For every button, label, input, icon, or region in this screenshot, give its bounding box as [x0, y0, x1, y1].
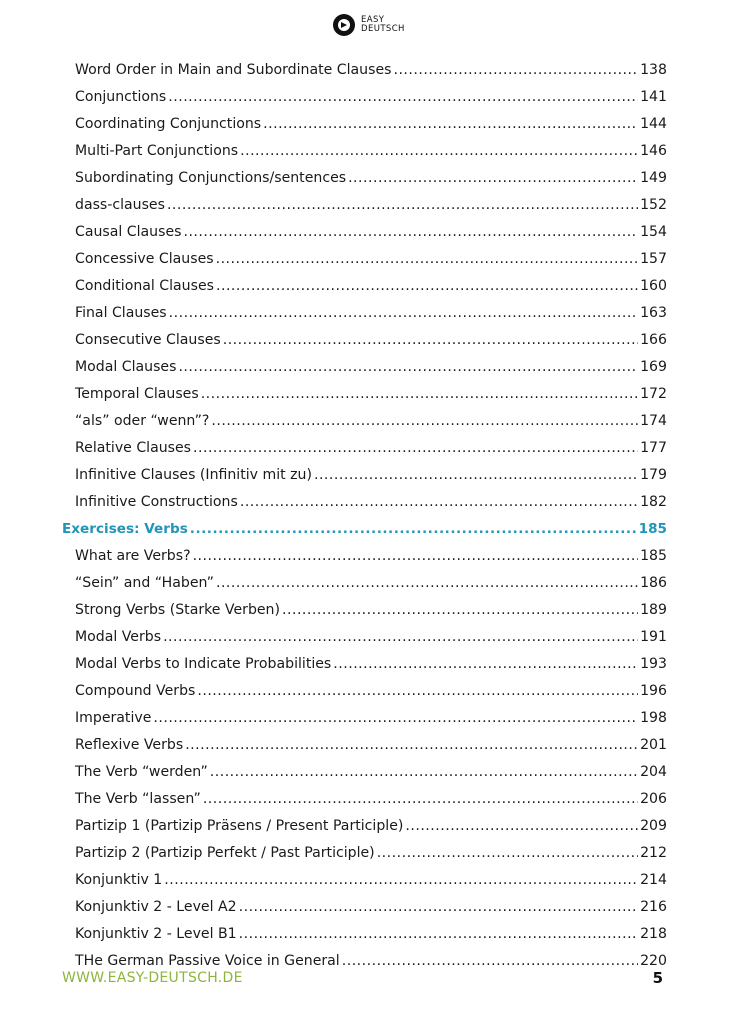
toc-entry-title: “als” oder “wenn”?	[75, 413, 210, 429]
toc-entry[interactable]	[62, 57, 667, 84]
dot-leader	[193, 543, 639, 570]
toc-entry-page: 218	[640, 926, 667, 942]
toc-entry[interactable]	[62, 462, 667, 489]
toc-entry-title: The Verb “lassen”	[75, 791, 201, 807]
toc-entry[interactable]	[62, 273, 667, 300]
toc-entry-title: Strong Verbs (Starke Verben)	[75, 602, 280, 618]
toc-entry-page: 163	[640, 305, 667, 321]
toc-entry-title: Konjunktiv 2 - Level A2	[75, 899, 237, 915]
toc-entry-title: Conditional Clauses	[75, 278, 214, 294]
toc-entry-page: 169	[640, 359, 667, 375]
toc-entry[interactable]	[62, 489, 667, 516]
toc-entry-title: Word Order in Main and Subordinate Clauses	[75, 62, 392, 78]
toc-entry-page: 185	[640, 548, 667, 564]
toc-entry[interactable]	[62, 678, 667, 705]
toc-entry[interactable]	[62, 705, 667, 732]
toc-entry[interactable]	[62, 219, 667, 246]
toc-entry[interactable]	[62, 435, 667, 462]
toc-entry-title: Konjunktiv 1	[75, 872, 163, 888]
toc-entry[interactable]	[62, 408, 667, 435]
dot-leader	[223, 327, 638, 354]
dot-leader	[153, 705, 638, 732]
toc-entry-title: Modal Verbs to Indicate Probabilities	[75, 656, 332, 672]
dot-leader	[216, 273, 638, 300]
easy-deutsch-logo	[333, 14, 405, 36]
toc-entry[interactable]	[62, 543, 667, 570]
toc-entry-page: 149	[640, 170, 667, 186]
toc-entry[interactable]	[62, 759, 667, 786]
toc-entry[interactable]	[62, 597, 667, 624]
toc-entry-title: Modal Clauses	[75, 359, 177, 375]
toc-entry-title: Temporal Clauses	[75, 386, 199, 402]
toc-entry-title: Modal Verbs	[75, 629, 162, 645]
toc-entry-page: 214	[640, 872, 667, 888]
dot-leader	[163, 624, 638, 651]
dot-leader	[164, 867, 638, 894]
toc-entry[interactable]	[62, 840, 667, 867]
dot-leader	[167, 192, 638, 219]
toc-entry-page: 144	[640, 116, 667, 132]
toc-entry-page: 177	[640, 440, 667, 456]
toc-entry-page: 138	[640, 62, 667, 78]
dot-leader	[239, 921, 638, 948]
toc-entry[interactable]	[62, 354, 667, 381]
toc-entry-page: 182	[640, 494, 667, 510]
toc-entry-page: 160	[640, 278, 667, 294]
toc-entry[interactable]	[62, 111, 667, 138]
dot-leader	[216, 570, 638, 597]
dot-leader	[263, 111, 638, 138]
footer-website-link[interactable]: WWW.EASY-DEUTSCH.DE	[62, 970, 243, 986]
logo-line-2: DEUTSCH	[361, 24, 405, 34]
toc-entry-title: Subordinating Conjunctions/sentences	[75, 170, 347, 186]
toc-entry-title: Compound Verbs	[75, 683, 196, 699]
dot-leader	[201, 381, 638, 408]
toc-entry-page: 206	[640, 791, 667, 807]
toc-entry[interactable]	[62, 570, 667, 597]
dot-leader	[314, 462, 638, 489]
toc-entry-page: 216	[640, 899, 667, 915]
toc-entry-page: 179	[640, 467, 667, 483]
toc-entry-page: 186	[640, 575, 667, 591]
toc-entry[interactable]	[62, 921, 667, 948]
dot-leader	[169, 300, 638, 327]
logo-text	[361, 16, 405, 34]
table-of-contents	[62, 57, 667, 975]
toc-entry-page: 191	[640, 629, 667, 645]
toc-entry[interactable]	[62, 327, 667, 354]
toc-entry-page: 141	[640, 89, 667, 105]
toc-entry[interactable]	[62, 246, 667, 273]
toc-entry[interactable]	[62, 165, 667, 192]
logo-line-1: EASY	[361, 15, 385, 25]
dot-leader	[377, 840, 638, 867]
toc-entry-title: dass-clauses	[75, 197, 165, 213]
toc-entry-page: 166	[640, 332, 667, 348]
toc-entry-title: Exercises: Verbs	[62, 521, 188, 537]
dot-leader	[210, 759, 638, 786]
toc-entry-title: Concessive Clauses	[75, 251, 214, 267]
toc-entry-title: “Sein” and “Haben”	[75, 575, 214, 591]
toc-entry-title: Partizip 1 (Partizip Präsens / Present Participle)	[75, 818, 404, 834]
dot-leader	[342, 948, 638, 975]
toc-entry-title: Final Clauses	[75, 305, 167, 321]
toc-entry-page: 198	[640, 710, 667, 726]
toc-entry-page: 157	[640, 251, 667, 267]
toc-entry-page: 212	[640, 845, 667, 861]
toc-entry-page: 146	[640, 143, 667, 159]
dot-leader	[282, 597, 638, 624]
toc-entry-title: Imperative	[75, 710, 152, 726]
dot-leader	[168, 84, 638, 111]
toc-entry[interactable]	[62, 381, 667, 408]
toc-entry-title: Partizip 2 (Partizip Perfekt / Past Participle)	[75, 845, 375, 861]
dot-leader	[203, 786, 638, 813]
toc-entry[interactable]	[62, 732, 667, 759]
toc-entry-page: 193	[640, 656, 667, 672]
toc-entry[interactable]	[62, 813, 667, 840]
toc-entry[interactable]	[62, 651, 667, 678]
dot-leader	[216, 246, 639, 273]
dot-leader	[183, 219, 638, 246]
toc-entry-title: Coordinating Conjunctions	[75, 116, 262, 132]
toc-entry-page: 204	[640, 764, 667, 780]
dot-leader	[193, 435, 638, 462]
dot-leader	[405, 813, 638, 840]
toc-entry-page: 189	[640, 602, 667, 618]
toc-entry-title: Conjunctions	[75, 89, 167, 105]
toc-entry-title: Consecutive Clauses	[75, 332, 221, 348]
toc-entry-title: The Verb “werden”	[75, 764, 208, 780]
dot-leader	[185, 732, 638, 759]
page-number: 5	[652, 969, 663, 987]
toc-entry-page: 201	[640, 737, 667, 753]
toc-entry-title: Infinitive Constructions	[75, 494, 238, 510]
toc-entry-page: 220	[640, 953, 667, 969]
toc-entry-page: 185	[638, 521, 667, 537]
toc-entry[interactable]	[62, 192, 667, 219]
toc-entry-title: What are Verbs?	[75, 548, 191, 564]
dot-leader	[190, 516, 637, 543]
toc-entry[interactable]	[62, 867, 667, 894]
toc-entry-page: 152	[640, 197, 667, 213]
toc-entry-title: THe German Passive Voice in General	[75, 953, 340, 969]
toc-entry[interactable]	[62, 300, 667, 327]
toc-entry-page: 154	[640, 224, 667, 240]
toc-entry-title: Relative Clauses	[75, 440, 191, 456]
dot-leader	[240, 489, 638, 516]
toc-entry-title: Konjunktiv 2 - Level B1	[75, 926, 237, 942]
dot-leader	[178, 354, 638, 381]
dot-leader	[333, 651, 638, 678]
toc-entry[interactable]	[62, 786, 667, 813]
toc-entry[interactable]	[62, 624, 667, 651]
toc-entry-title: Infinitive Clauses (Infinitiv mit zu)	[75, 467, 312, 483]
toc-entry[interactable]	[62, 138, 667, 165]
dot-leader	[348, 165, 638, 192]
dot-leader	[240, 138, 638, 165]
play-logo-icon	[333, 14, 355, 36]
toc-entry[interactable]	[62, 894, 667, 921]
dot-leader	[393, 57, 638, 84]
toc-entry-page: 172	[640, 386, 667, 402]
toc-entry-title: Causal Clauses	[75, 224, 182, 240]
dot-leader	[211, 408, 638, 435]
toc-entry-title: Multi-Part Conjunctions	[75, 143, 239, 159]
dot-leader	[239, 894, 638, 921]
toc-entry-page: 174	[640, 413, 667, 429]
dot-leader	[197, 678, 638, 705]
toc-entry-title: Reflexive Verbs	[75, 737, 184, 753]
toc-entry-page: 209	[640, 818, 667, 834]
toc-section-entry[interactable]	[62, 516, 667, 543]
toc-entry-page: 196	[640, 683, 667, 699]
toc-entry[interactable]	[62, 84, 667, 111]
